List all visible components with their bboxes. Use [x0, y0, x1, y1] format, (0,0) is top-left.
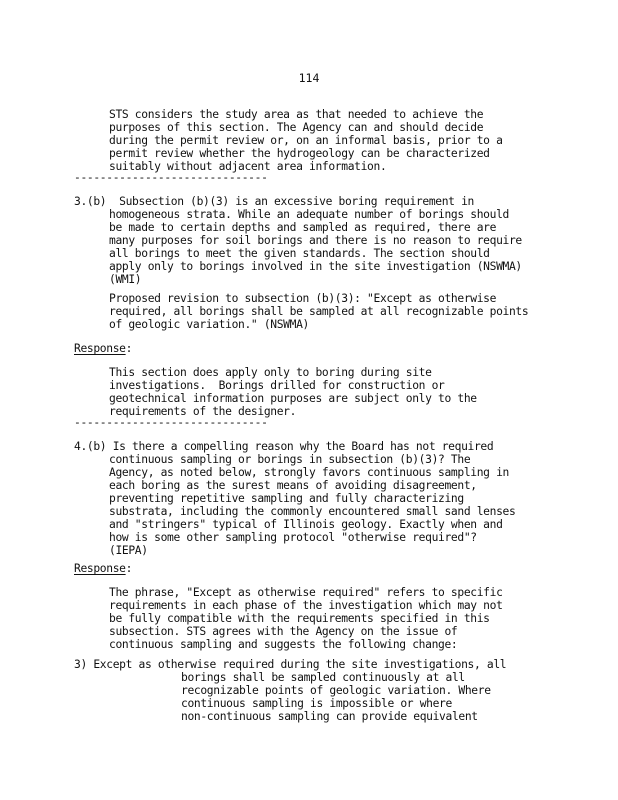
text-line: during the permit review or, on an informal basis, prior to a — [109, 134, 503, 147]
text-line: ------------------------------ — [74, 171, 268, 184]
text-line: The phrase, "Except as otherwise required" refers to specific — [109, 586, 503, 599]
text-line: suitably without adjacent area information. — [109, 160, 387, 173]
text-line: and "stringers" typical of Illinois geology. Exactly when and — [109, 518, 503, 531]
text-line: be made to certain depths and sampled as required, there are — [109, 221, 497, 234]
response-heading: Response — [74, 342, 126, 355]
text-line: This section does apply only to boring during site — [109, 366, 432, 379]
page-number: 114 — [298, 71, 320, 85]
text-line: continuous sampling is impossible or where — [181, 697, 452, 710]
text-line — [74, 342, 132, 355]
text-line: ------------------------------ — [74, 416, 268, 429]
text-line: continuous sampling and suggests the following change: — [109, 638, 458, 651]
heading-colon: : — [125, 562, 133, 575]
text-line: purposes of this section. The Agency can and should decide — [109, 121, 484, 134]
text-line: all borings to meet the given standards. The section should — [109, 247, 490, 260]
text-line: (IEPA) — [109, 544, 148, 557]
text-line: continuous sampling or borings in subsection (b)(3)? The — [109, 453, 471, 466]
text-line: preventing repetitive sampling and fully characterizing — [109, 492, 464, 505]
text-line: requirements in each phase of the investigation which may not — [109, 599, 503, 612]
text-line: many purposes for soil borings and there is no reason to require — [109, 234, 522, 247]
text-line: subsection. STS agrees with the Agency on the issue of — [109, 625, 458, 638]
text-line: 3.(b) Subsection (b)(3) is an excessive boring requirement in — [74, 195, 474, 208]
text-line: recognizable points of geologic variation. Where — [181, 684, 491, 697]
text-line: 3) Except as otherwise required during the site investigations, all — [74, 658, 507, 671]
text-line: of geologic variation." (NSWMA) — [109, 318, 309, 331]
response-heading: Response — [74, 562, 126, 575]
text-line: investigations. Borings drilled for construction or — [109, 379, 445, 392]
text-line: substrata, including the commonly encountered small sand lenses — [109, 505, 516, 518]
text-line: how is some other sampling protocol "otherwise required"? — [109, 531, 477, 544]
text-line: geotechnical information purposes are subject only to the — [109, 392, 477, 405]
text-line: non-continuous sampling can provide equivalent — [181, 710, 478, 723]
text-line: 4.(b) Is there a compelling reason why the Board has not required — [74, 440, 494, 453]
text-line: (WMI) — [109, 273, 142, 286]
text-line: permit review whether the hydrogeology can be characterized — [109, 147, 490, 160]
text-line: homogeneous strata. While an adequate number of borings should — [109, 208, 509, 221]
text-line: apply only to borings involved in the site investigation (NSWMA) — [109, 260, 522, 273]
text-line: Agency, as noted below, strongly favors continuous sampling in — [109, 466, 509, 479]
text-line: each boring as the surest means of avoiding disagreement, — [109, 479, 477, 492]
text-line: be fully compatible with the requirements specified in this — [109, 612, 490, 625]
text-line: required, all borings shall be sampled at all recognizable points — [109, 305, 529, 318]
text-line: STS considers the study area as that needed to achieve the — [109, 108, 484, 121]
text-line: Proposed revision to subsection (b)(3): "Except as otherwise — [109, 292, 497, 305]
text-line: borings shall be sampled continuously at all — [181, 671, 465, 684]
text-line — [74, 562, 132, 575]
heading-colon: : — [125, 342, 133, 355]
text-line: requirements of the designer. — [109, 405, 297, 418]
